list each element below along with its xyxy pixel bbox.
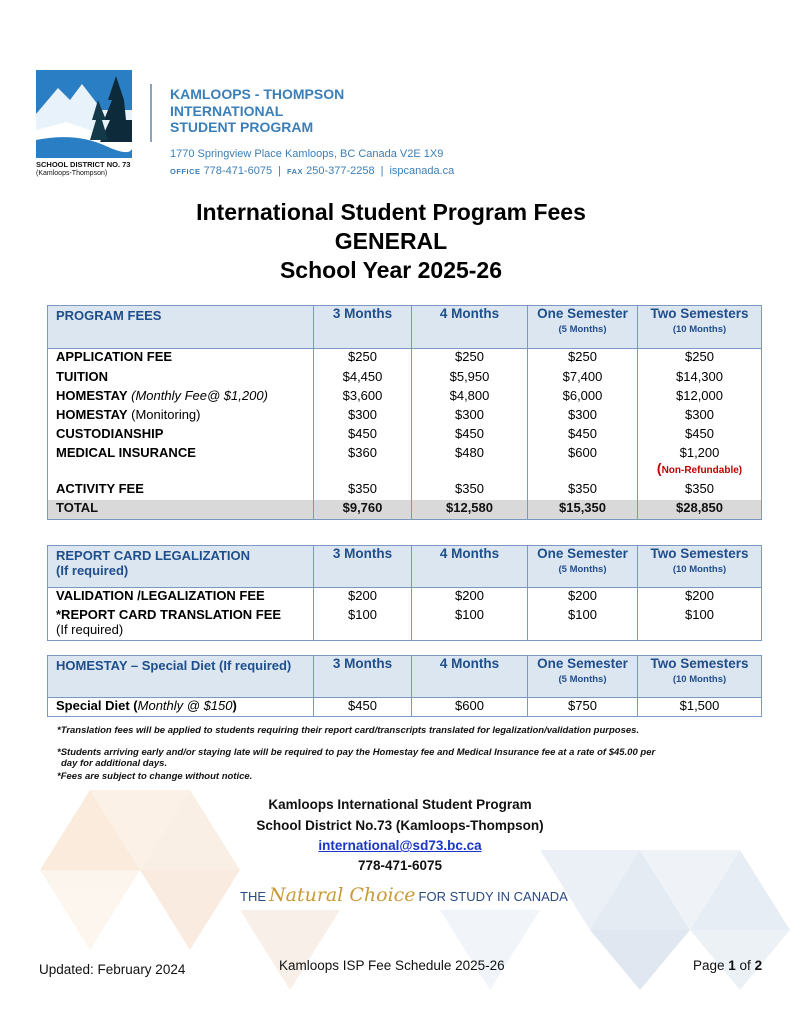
program-fees-table — [47, 305, 762, 520]
website-link[interactable]: ispcanada.ca — [389, 165, 455, 177]
contact-phone: 778-471-6075 — [357, 858, 443, 873]
contact-email-row — [0, 838, 800, 853]
table-row: APPLICATION FEE $250 $250 $250 $250 — [48, 349, 762, 369]
email-link[interactable]: international@sd73.bc.ca — [318, 838, 482, 853]
table-header: REPORT CARD LEGALIZATION (If required) 3 Months 4 Months One Semester (5 Months) Two Semesters (10 Months) — [48, 546, 762, 588]
tagline-script: Natural Choice — [269, 884, 416, 906]
table-row: CUSTODIANSHIP $450 $450 $450 $450 — [48, 426, 762, 445]
doc-title-line1: International Student Program Fees — [196, 199, 586, 225]
table-header: HOMESTAY – Special Diet (If required) 3 Months 4 Months One Semester (5 Months) Two Semesters (10 Months) — [48, 656, 762, 698]
table-row: HOMESTAY (Monitoring) $300 $300 $300 $300 — [48, 407, 762, 426]
table-row: TUITION $4,450 $5,950 $7,400 $14,300 — [48, 369, 762, 388]
fax-phone: 250-377-2258 — [306, 165, 375, 177]
arrival-note: *Students arriving early and/or staying late will be required to pay the Homestay fee and Medical Insurance fee at a rate of $45.00 per day for additional days. — [57, 747, 656, 769]
contact-program: Kamloops International Student Program — [268, 797, 532, 812]
report-card-table — [47, 545, 762, 641]
header-divider — [150, 84, 152, 142]
translation-note: *Translation fees will be applied to students requiring their report card/transcripts translated for legalization/validation purposes. — [57, 725, 640, 736]
table-header: PROGRAM FEES 3 Months 4 Months One Semester (5 Months) Two Semesters (10 Months) — [48, 306, 762, 349]
table-row: HOMESTAY (Monthly Fee@ $1,200) $3,600 $4,800 $6,000 $12,000 — [48, 388, 762, 407]
table-row: *REPORT CARD TRANSLATION FEE (If required) $100 $100 $100 $100 — [48, 607, 762, 641]
doc-title-line2: GENERAL — [334, 228, 448, 254]
non-refundable-note: (Non-Refundable) — [656, 459, 743, 476]
office-phone: 778-471-6075 — [203, 165, 273, 177]
special-diet-table — [47, 655, 762, 717]
org-address: 1770 Springview Place Kamloops, BC Canada V2E 1X9 — [170, 148, 444, 160]
section-heading: PROGRAM FEES — [48, 306, 314, 349]
district-name: SCHOOL DISTRICT NO. 73 (Kamloops-Thompson) — [36, 160, 131, 177]
tagline: THE Natural Choice FOR STUDY IN CANADA — [240, 884, 568, 906]
contact-district: School District No.73 (Kamloops-Thompson) — [256, 818, 544, 833]
table-row: ACTIVITY FEE $350 $350 $350 $350 — [48, 481, 762, 500]
updated-date: Updated: February 2024 — [39, 962, 186, 977]
table-row: Special Diet (Monthly @ $150) $450 $600 $750 $1,500 — [48, 698, 762, 717]
change-note: *Fees are subject to change without notice. — [57, 771, 253, 782]
district-subtitle: (Kamloops-Thompson) — [36, 170, 108, 177]
total-row: TOTAL $9,760 $12,580 $15,350 $28,850 — [48, 500, 762, 520]
table-row: MEDICAL INSURANCE $360 $480 $600 $1,200 (Non-Refundable) — [48, 445, 762, 481]
page-number: Page 1 of 2 — [693, 958, 763, 973]
district-logo — [36, 70, 132, 158]
footer-title: Kamloops ISP Fee Schedule 2025-26 — [279, 958, 505, 973]
org-contact-line: OFFICE 778-471-6075 | FAX 250-377-2258 | ispcanada.ca — [170, 165, 455, 177]
table-row: VALIDATION /LEGALIZATION FEE $200 $200 $200 $200 — [48, 588, 762, 607]
doc-title-line3: School Year 2025-26 — [279, 257, 503, 283]
org-name: KAMLOOPS - THOMPSON INTERNATIONAL STUDENT PROGRAM — [170, 86, 345, 135]
section-heading: HOMESTAY – Special Diet (If required) — [48, 656, 314, 698]
section-heading: REPORT CARD LEGALIZATION (If required) — [48, 546, 314, 588]
